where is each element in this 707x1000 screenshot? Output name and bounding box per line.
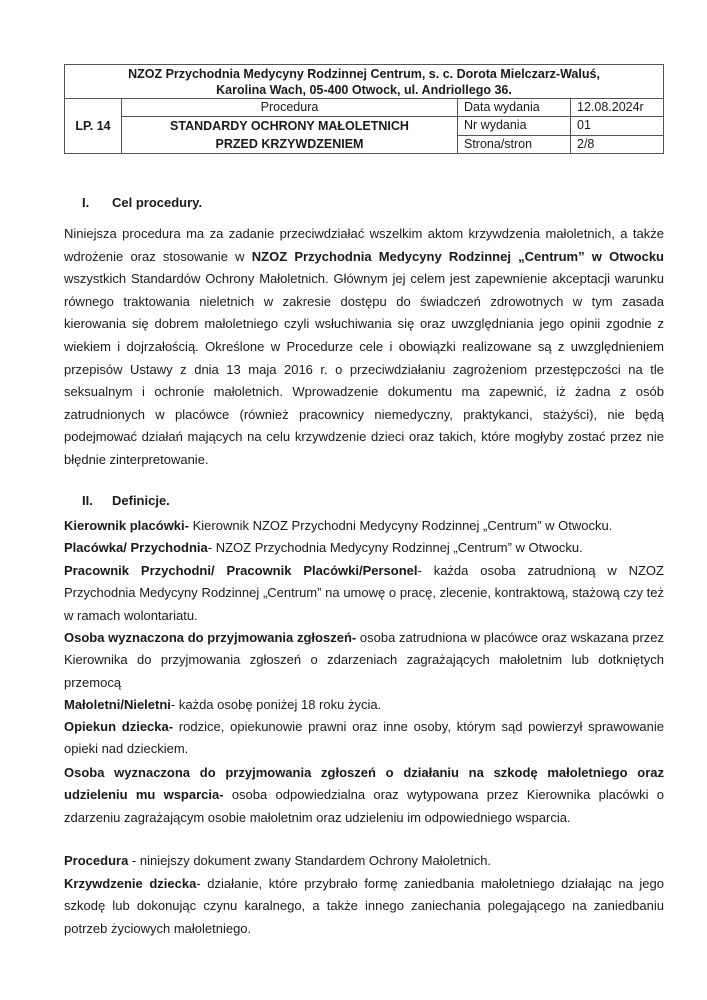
- section-1-paragraph: [64, 223, 664, 472]
- section-2-heading: [82, 493, 170, 508]
- paragraph-bold-text: NZOZ Przychodnia Medycyny Rodzinnej „Centrum” w Otwocku: [251, 248, 664, 264]
- definition-term: Procedura: [64, 853, 129, 868]
- definition-item: [64, 537, 664, 559]
- paragraph-text: Niniejsza procedura ma za zadanie przeciwdziałać wszelkim aktom krzywdzenia małoletnich, a także wdrożenie oraz stosowanie w: [64, 226, 664, 264]
- definition-text: Kierownik NZOZ Przychodni Medycyny Rodzinnej „Centrum” w Otwocku.: [188, 518, 613, 533]
- clinic-title-line2: Karolina Wach, 05-400 Otwock, ul. Andriollego 36.: [216, 82, 512, 97]
- definition-term: Osoba wyznaczona do przyjmowania zgłoszeń-: [64, 630, 357, 645]
- definition-item: [64, 873, 664, 940]
- issue-date-value: 12.08.2024r: [571, 99, 664, 117]
- definition-text: osoba odpowiedzialna oraz wytypowana przez Kierownika placówki o zdarzeniu zagrażającym osobie małoletnim oraz udzieleniu im odpowiedniego wsparcia.: [64, 787, 664, 825]
- definition-item: [64, 762, 664, 829]
- definition-term: Placówka/ Przychodnia: [64, 540, 208, 555]
- definition-item: [64, 627, 664, 694]
- issue-date-label: Data wydania: [458, 99, 571, 117]
- definition-item: [64, 515, 664, 537]
- page-count-value: 2/8: [571, 135, 664, 154]
- lp-number: LP. 14: [65, 99, 122, 154]
- definition-item: [64, 694, 664, 716]
- section-1-heading: [82, 195, 202, 210]
- definition-term: Małoletni/Nieletni: [64, 697, 171, 712]
- procedure-name-line1: STANDARDY OCHRONY MAŁOLETNICH: [170, 119, 409, 133]
- procedure-name-line2: PRZED KRZYWDZENIEM: [215, 137, 364, 151]
- section-1-title: Cel procedury.: [112, 195, 203, 210]
- definition-text: - NZOZ Przychodnia Medycyny Rodzinnej „Centrum” w Otwocku.: [207, 540, 583, 555]
- definition-item: [64, 850, 664, 872]
- definition-term: Krzywdzenie dziecka: [64, 876, 197, 891]
- definition-text: - każda osoba zatrudnioną w NZOZ Przychodnia Medycyny Rodzinnej „Centrum” na umowę o pracę, zlecenie, kontraktową, stażową czy też w ramach wolontariatu.: [64, 563, 664, 623]
- section-2-number: II.: [82, 493, 93, 508]
- definition-item: [64, 560, 664, 627]
- definition-text: osoba zatrudniona w placówce oraz wskazana przez Kierownika do przyjmowania zgłoszeń o zdarzeniach zagrażających małoletnim lub dotkniętych przemocą: [64, 630, 664, 690]
- definition-term: Kierownik placówki-: [64, 518, 189, 533]
- definition-text: - każda osobę poniżej 18 roku życia.: [170, 697, 382, 712]
- clinic-title-line1: NZOZ Przychodnia Medycyny Rodzinnej Centrum, s. c. Dorota Mielczarz-Waluś,: [128, 66, 600, 81]
- procedure-label: Procedura: [122, 99, 458, 117]
- issue-number-value: 01: [571, 117, 664, 136]
- document-header-table: [64, 64, 664, 154]
- definition-term: Opiekun dziecka-: [64, 719, 174, 734]
- definition-term: Pracownik Przychodni/ Pracownik Placówki/Personel: [64, 563, 418, 578]
- section-2-title: Definicje.: [112, 493, 170, 508]
- definition-item: [64, 716, 664, 761]
- issue-number-label: Nr wydania: [458, 117, 571, 136]
- definition-term: Osoba wyznaczona do przyjmowania zgłoszeń o działaniu na szkodę małoletniego oraz udzieleniu mu wsparcia-: [64, 765, 664, 803]
- procedure-name: [122, 117, 458, 154]
- clinic-title: [65, 65, 664, 99]
- section-1-number: I.: [82, 195, 90, 210]
- definition-text: - działanie, które przybrało formę zaniedbania małoletniego działając na jego szkodę lub dokonując czynu karalnego, a także innego zaniechania polegającego na zaniedbaniu potrzeb życiowych małoletniego.: [64, 876, 664, 936]
- page-count-label: Strona/stron: [458, 135, 571, 154]
- definition-text: - niniejszy dokument zwany Standardem Ochrony Małoletnich.: [128, 853, 492, 868]
- definition-text: rodzice, opiekunowie prawni oraz inne osoby, którym sąd powierzył sprawowanie opieki nad dzieckiem.: [64, 719, 664, 757]
- paragraph-text: wszystkich Standardów Ochrony Małoletnich. Głównym jej celem jest zapewnienie akceptacji warunku równego traktowania nieletnich w zakresie dostępu do świadczeń zdrowotnych w tym zasada kierowania się dobrem małoletniego czyli wsłuchiwania się oraz uwzględniania jego opinii zgodnie z wiekiem i dojrzałością. Określone w Procedurze cele i obowiązki realizowane są z uwzględnieniem przepisów Ustawy z dnia 13 maja 2016 r. o przeciwdziałaniu zagrożeniom przestępczości na tle seksualnym i ochronie małoletnich. Wprowadzenie dokumentu ma zapewnić, iż żadna z osób zatrudnionych w placówce (również pracownicy niemedyczny, praktykanci, stażyści), nie będą podejmować działań mających na celu krzywdzenie dzieci oraz takich, które mogłyby zostać przez nie błędnie zinterpretowanie.: [64, 271, 664, 467]
